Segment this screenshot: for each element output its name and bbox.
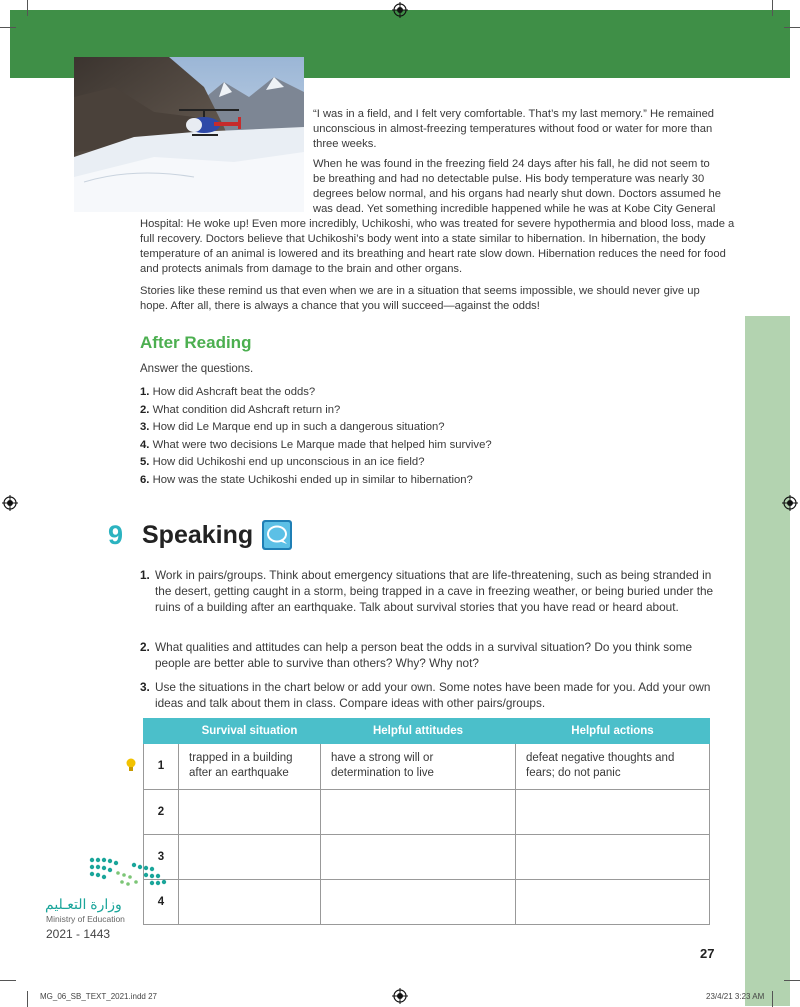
- table-header: Helpful actions: [516, 719, 710, 744]
- table-cell: [516, 790, 710, 835]
- table-row: [144, 744, 710, 790]
- story-paragraph: Hospital: He woke up! Even more incredibly, Uchikoshi, who was treated for severe hypothermia and blood loss, made a full recovery. Doctors believe that Uchikoshi’s body went into a state similar to hibernation. In hibernation, the body temperature of an animal is lowered and its breathing and heart rate slow down. Hibernation reduces the need for food and protects animals from damage to the brain and other organs.: [140, 218, 735, 275]
- table-header-row: [144, 719, 710, 744]
- registration-mark-icon: [782, 495, 798, 511]
- table-cell: [179, 835, 321, 880]
- footer-date: 23/4/21 3:23 AM: [706, 992, 765, 1001]
- list-item: 5. How did Uchikoshi end up unconscious in an ice field?: [140, 456, 425, 468]
- table-cell: [179, 790, 321, 835]
- crop-mark: [27, 0, 28, 16]
- speech-bubble-icon: [262, 520, 292, 550]
- row-number: 4: [144, 880, 179, 925]
- page-number: 27: [700, 946, 715, 961]
- crop-mark: [772, 0, 773, 16]
- registration-mark-icon: [392, 2, 408, 18]
- story-line: be breathing and had no detectable pulse. His body temperature was nearly 30: [313, 173, 705, 185]
- speaking-item: 2. What qualities and attitudes can help a person beat the odds in a survival situation? Do you think some people are better able to survive than others? Why? Why not?: [140, 640, 693, 670]
- story-line: was dead. Yet something incredible happened while he was at Kobe City General: [313, 203, 716, 215]
- table-cell: [516, 835, 710, 880]
- row-number: 3: [144, 835, 179, 880]
- table-cell: [321, 790, 516, 835]
- table-cell: [321, 880, 516, 925]
- story-paragraph: [313, 157, 733, 217]
- side-strip: [745, 316, 790, 1006]
- story-paragraph: “I was in a field, and I felt very comfortable. That’s my last memory.” He remained unconscious in almost-freezing temperatures without food or water for more than three weeks.: [313, 108, 715, 150]
- list-item: 3. How did Le Marque end up in such a dangerous situation?: [140, 421, 445, 433]
- after-reading-heading: After Reading: [140, 333, 252, 352]
- crop-mark: [0, 980, 16, 981]
- table-cell: have a strong will or determination to live: [321, 744, 516, 790]
- story-line: When he was found in the freezing field 24 days after his fall, he did not seem to: [313, 158, 710, 170]
- helicopter-mountain-photo: [74, 57, 304, 212]
- crop-mark: [784, 980, 800, 981]
- registration-mark-icon: [392, 988, 408, 1004]
- crop-mark: [772, 991, 773, 1007]
- table-cell: trapped in a building after an earthquake: [179, 744, 321, 790]
- instruction-text: Answer the questions.: [140, 363, 254, 375]
- table-cell: defeat negative thoughts and fears; do not panic: [516, 744, 710, 790]
- footer-file-name: MG_06_SB_TEXT_2021.indd 27: [40, 992, 157, 1001]
- table-header: Helpful attitudes: [321, 719, 516, 744]
- crop-mark: [27, 991, 28, 1007]
- speaking-item: 1. Work in pairs/groups. Think about emergency situations that are life-threatening, such as being stranded in the desert, getting caught in a storm, being trapped in a cave in freezing weather, or being buried under the ruins of a building after an earthquake. Talk about survival stories that you have read or heard about.: [140, 568, 714, 614]
- edition-years: 2021 - 1443: [46, 927, 111, 941]
- section-number: 9: [108, 520, 124, 550]
- table-header: [144, 719, 179, 744]
- lightbulb-icon: [126, 758, 136, 772]
- row-number: 1: [144, 744, 179, 790]
- survival-chart: [143, 718, 710, 925]
- table-header: Survival situation: [179, 719, 321, 744]
- crop-mark: [0, 27, 16, 28]
- ministry-english-name: Ministry of Education: [46, 914, 125, 924]
- crop-mark: [784, 27, 800, 28]
- table-row: [144, 790, 710, 835]
- table-row: [144, 880, 710, 925]
- table-row: [144, 835, 710, 880]
- list-item: 6. How was the state Uchikoshi ended up in similar to hibernation?: [140, 473, 473, 486]
- speaking-item: 3. Use the situations in the chart below or add your own. Some notes have been made for you. Add your own ideas and talk about them in class. Compare ideas with other pairs/groups.: [140, 680, 711, 710]
- ministry-logo-dots-icon: [88, 855, 183, 889]
- table-cell: [516, 880, 710, 925]
- table-cell: [321, 835, 516, 880]
- ministry-arabic-name: وزارة التعـليم: [45, 896, 122, 912]
- registration-mark-icon: [2, 495, 18, 511]
- table-cell: [179, 880, 321, 925]
- list-item: 4. What were two decisions Le Marque made that helped him survive?: [140, 438, 492, 451]
- story-paragraph: Stories like these remind us that even when we are in a situation that seems impossible, we should never give up hope. After all, there is always a chance that you will succeed—against the odds!: [140, 285, 700, 312]
- list-item: 1. How did Ashcraft beat the odds?: [140, 386, 316, 398]
- section-title: Speaking: [142, 521, 254, 549]
- list-item: 2. What condition did Ashcraft return in?: [140, 403, 341, 416]
- row-number: 2: [144, 790, 179, 835]
- story-line: degrees below normal, and his organs had nearly shut down. Doctors assumed he: [313, 188, 721, 200]
- question-list: [140, 384, 492, 489]
